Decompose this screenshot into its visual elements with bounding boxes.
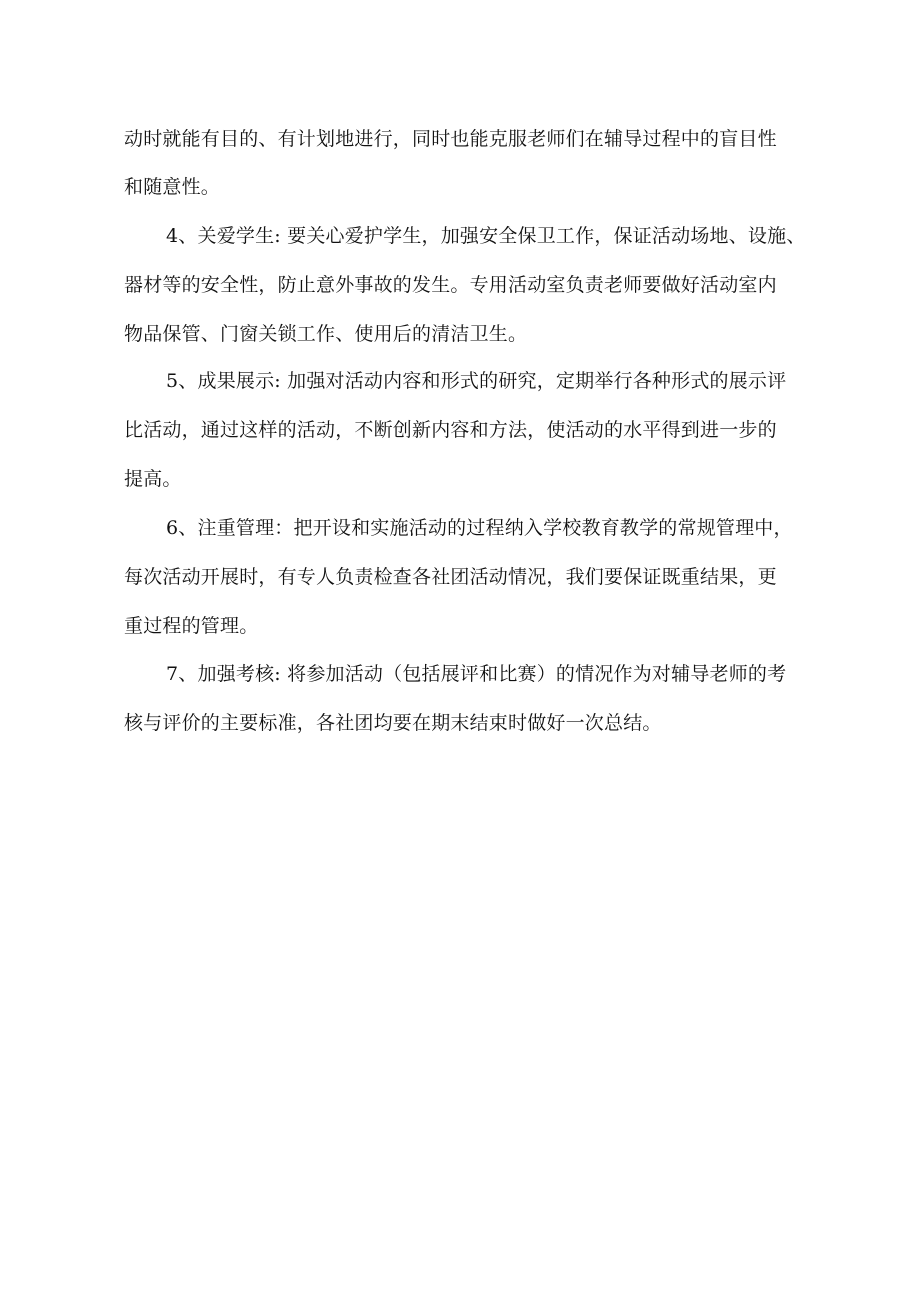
text-line: 6、注重管理：把开设和实施活动的过程纳入学校教育教学的常规管理中， [166, 517, 793, 539]
text-line: 重过程的管理。 [124, 615, 259, 637]
text-line: 动时就能有目的、有计划地进行，同时也能克服老师们在辅导过程中的盲目性 [124, 128, 777, 150]
text-line: 核与评价的主要标准，各社团均要在期末结束时做好一次总结。 [124, 712, 662, 734]
text-line: 5、成果展示: 加强对活动内容和形式的研究，定期举行各种形式的展示评 [166, 370, 787, 392]
text-line: 提高。 [124, 468, 182, 490]
text-line: 7、加强考核: 将参加活动（包括展评和比赛）的情况作为对辅导老师的考 [166, 663, 787, 685]
text-line: 器材等的安全性，防止意外事故的发生。专用活动室负责老师要做好活动室内 [124, 274, 777, 296]
text-line: 每次活动开展时，有专人负责检查各社团活动情况，我们要保证既重结果，更 [124, 566, 777, 588]
text-line: 比活动，通过这样的活动，不断创新内容和方法，使活动的水平得到进一步的 [124, 419, 777, 441]
text-line: 和随意性。 [124, 176, 221, 198]
text-line: 物品保管、门窗关锁工作、使用后的清洁卫生。 [124, 323, 528, 345]
text-line: 4、关爱学生: 要关心爱护学生，加强安全保卫工作，保证活动场地、设施、 [166, 225, 806, 247]
